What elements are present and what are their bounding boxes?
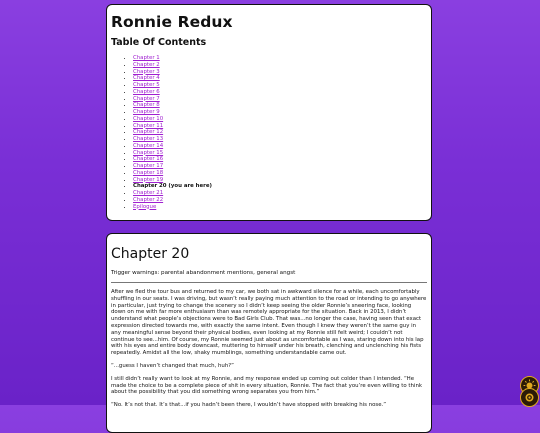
divider xyxy=(111,282,427,283)
toc-link[interactable]: Chapter 12 xyxy=(133,129,164,136)
toc-link[interactable]: Chapter 6 xyxy=(133,88,160,95)
site-title: Ronnie Redux xyxy=(111,13,233,31)
chapter-body xyxy=(111,289,427,409)
toc-item[interactable] xyxy=(133,89,427,96)
toc-link[interactable]: Chapter 21 xyxy=(133,190,164,196)
toc-link[interactable]: Epilogue xyxy=(133,203,157,210)
toc-card xyxy=(106,4,432,221)
chapter-paragraph: “No. It’s not that. It’s that...if you hadn’t been there, I wouldn’t have stopped with breaking his nose.” xyxy=(111,402,387,409)
toc-item[interactable] xyxy=(133,55,427,62)
toc-item[interactable] xyxy=(133,204,427,211)
toc-link[interactable]: Chapter 11 xyxy=(133,122,164,129)
toc-link[interactable]: Chapter 8 xyxy=(133,102,160,109)
toc-link[interactable]: Chapter 10 xyxy=(133,115,164,122)
toc-item[interactable] xyxy=(133,102,427,109)
toc-link[interactable]: Chapter 7 xyxy=(133,95,160,102)
toc-item[interactable] xyxy=(133,96,427,103)
toc-link[interactable]: Chapter 15 xyxy=(133,149,164,156)
toc-item[interactable] xyxy=(133,62,427,69)
chapter-card xyxy=(106,233,432,433)
settings-icon[interactable] xyxy=(520,388,539,407)
toc-item[interactable] xyxy=(133,150,427,157)
trigger-warnings: Trigger warnings: parental abandonment mentions, general angst xyxy=(111,270,296,276)
toc-link[interactable]: Chapter 18 xyxy=(133,169,164,176)
toc-item[interactable] xyxy=(133,82,427,89)
toc-link[interactable]: Chapter 17 xyxy=(133,163,164,169)
chapter-title: Chapter 20 xyxy=(111,246,190,262)
chapter-paragraph: I still didn’t really want to look at my Ronnie, and my response ended up coming out colder than I intended. “He made the choice to be a complete piece of shit in every situation, Ronnie. The fact that you’re even willing to think about the possibility that you did something wrong separates you from him.” xyxy=(111,375,422,396)
toc-link[interactable]: Chapter 16 xyxy=(133,156,164,163)
toc-item-current: • Chapter 20 (you are here) xyxy=(133,183,427,190)
toc-link[interactable]: Chapter 2 xyxy=(133,61,160,68)
toc-item[interactable] xyxy=(133,75,427,82)
toc-item[interactable] xyxy=(133,156,427,163)
chapter-paragraph: “...guess I haven’t changed that much, huh?” xyxy=(111,362,234,369)
toc-item[interactable] xyxy=(133,123,427,130)
toc-link[interactable]: Chapter 1 xyxy=(133,55,160,61)
toc-item[interactable] xyxy=(133,170,427,177)
toc-link[interactable]: Chapter 9 xyxy=(133,109,160,115)
toc-link[interactable]: Chapter 3 xyxy=(133,68,160,75)
toc-item[interactable] xyxy=(133,136,427,143)
toc-link[interactable]: Chapter 22 xyxy=(133,196,164,203)
toc-item[interactable] xyxy=(133,69,427,76)
toc-list xyxy=(111,55,427,210)
toc-heading: Table Of Contents xyxy=(111,37,207,48)
toc-link[interactable]: Chapter 5 xyxy=(133,82,160,88)
toc-item[interactable] xyxy=(133,129,427,136)
toc-link[interactable]: Chapter 14 xyxy=(133,142,164,149)
toc-item[interactable] xyxy=(133,109,427,116)
toc-link[interactable]: Chapter 19 xyxy=(133,176,164,183)
toc-item[interactable] xyxy=(133,197,427,204)
toc-item[interactable] xyxy=(133,143,427,150)
toc-link[interactable]: Chapter 13 xyxy=(133,136,164,142)
toc-item[interactable] xyxy=(133,163,427,170)
toc-item[interactable] xyxy=(133,177,427,184)
toc-item[interactable] xyxy=(133,190,427,197)
chapter-paragraph: After we fled the tour bus and returned to my car, we both sat in awkward silence for a while, each uncomfortably shuffling in our seats. I was driving, but wasn’t really paying much attention to the road or intending to go anywhere in particular, just trying to change the scenery so I didn’t keep seeing the older Ronnie’s sneering face, looking down on me with far more enthusiasm than was remotely appropriate for the situation. Back in 2013, I didn’t understand what people’s objections were to Bad Girls Club. That was...no longer the case, having seen that exact expression directed towards me, with exactly the same intent. Even though I knew they weren’t the same guy in any meaningful sense beyond their physical bodies, even looking at my Ronnie still felt weird; I couldn’t not continue to see...him. Of course, my Ronnie seemed just about as uncomfortable as I was, staring down into his lap with his eyes and entire body downcast, muttering to himself under his breath, clenching and unclenching his fists repeatedly. Amidst all the low, shaky mumblings, something understandable came out. xyxy=(111,289,427,357)
toc-item[interactable] xyxy=(133,116,427,123)
toc-link[interactable]: Chapter 4 xyxy=(133,75,160,82)
